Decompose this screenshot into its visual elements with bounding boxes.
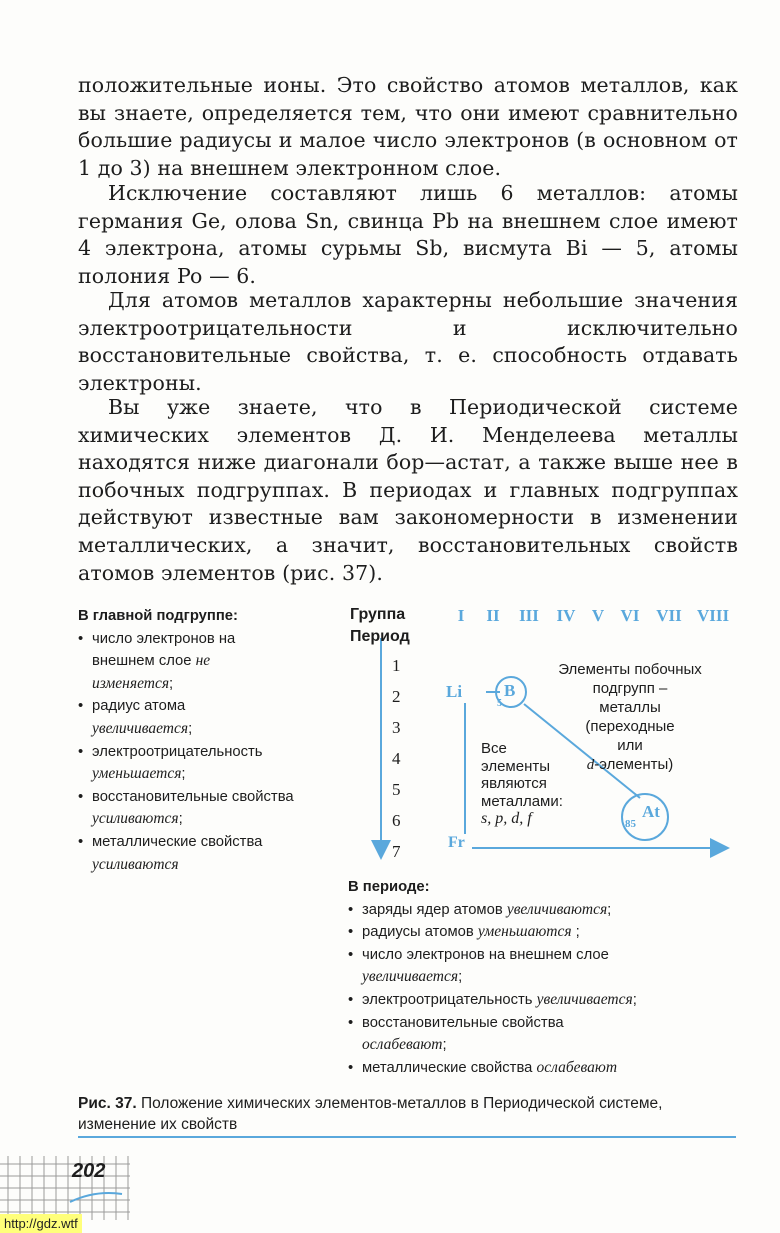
period-number: 6 [392,811,401,830]
periodic-table-diagram [340,598,740,878]
boron-symbol: B [504,681,516,700]
paragraph-2: Исключение составляют лишь 6 металлов: атомы германия Ge, олова Sn, свинца Pb на внешнем слое имеют 4 электрона, атомы сурьмы Sb, висмута Bi — 5, атомы полония Po — 6. [78,181,738,288]
group-number: VIII [696,606,730,625]
period-item: • восстановительные свойства ослабевают; [348,1012,642,1057]
figure-caption [78,1093,738,1135]
watermark-link[interactable]: http://gdz.wtf [0,1214,82,1233]
subgroup-item: • радиус атома увеличивается; [78,695,232,740]
subgroup-item: • металлические свойства усиливаются [78,831,312,876]
period-number: 4 [392,749,401,768]
period-number: 3 [392,718,401,737]
group-number: IV [556,606,576,625]
caption-label: Рис. 37. [78,1095,137,1112]
all-metals-note: Все элементы являются металлами: s, p, d, f [481,740,563,827]
main-subgroup-heading: В главной подгруппе: [78,608,238,624]
side-subgroup-note: Элементы побочных подгрупп – металлы (переходные или d-элементы) [558,661,702,773]
grid-decoration [0,1156,130,1220]
period-item: • радиусы атомов уменьшаются ; [348,921,748,944]
period-number: 5 [392,780,401,799]
paragraph-4: Вы уже знаете, что в Периодической системе химических элементов Д. И. Менделеева металлы находятся ниже диагонали бор—астат, а также выше нее в побочных подгруппах. В периодах и главных подгруппах действуют известные вам закономерности в изменении металлических, а значит, восстановительных свойств атомов элементов (рис. 37). [78,395,738,585]
paragraph-3: Для атомов металлов характерны небольшие значения электроотрицательности и исключительно восстановительные свойства, т. е. способность отдавать электроны. [78,288,738,395]
group-number: VI [620,606,640,625]
lithium-symbol: Li [446,682,463,701]
astatine-symbol: At [642,802,660,821]
paragraph-1: положительные ионы. Это свойство атомов металлов, как вы знаете, определяется тем, что они имеют сравнительно большие радиусы и малое число электронов (в основном от 1 до 3) на внешнем электронном слое. [78,73,738,180]
period-item: • число электронов на внешнем слое увеличивается; [348,944,702,989]
main-subgroup-list [78,605,343,876]
astatine-number: 85 [625,818,636,830]
subgroup-item: • электроотрицательность уменьшается; [78,741,342,786]
period-heading: В периоде: [348,879,430,895]
period-number: 2 [392,687,401,706]
period-numbers [392,650,401,867]
period-label: Период [350,628,410,645]
period-number: 7 [392,842,401,861]
group-label: Группа [350,606,406,623]
subgroup-item: • восстановительные свойства усиливаются; [78,786,332,831]
period-item: • металлические свойства ослабевают [348,1057,748,1080]
francium-symbol: Fr [448,834,465,851]
period-item: • электроотрицательность увеличивается; [348,989,748,1012]
period-list [348,876,748,1079]
group-number: II [486,606,500,625]
boron-number: 5 [497,698,502,709]
caption-text: Положение химических элементов-металлов в Периодической системе, изменение их свойств [78,1095,663,1133]
group-number: V [591,606,605,625]
caption-rule [78,1136,736,1138]
subgroup-item: • число электронов на внешнем слое не изменяется; [78,628,282,696]
group-number: III [519,606,539,625]
period-number: 1 [392,656,401,675]
period-item: • заряды ядер атомов увеличиваются; [348,899,748,922]
group-number: VII [656,606,682,625]
group-numbers [446,606,736,626]
group-number: I [457,606,465,625]
page-number: 202 [72,1160,106,1182]
